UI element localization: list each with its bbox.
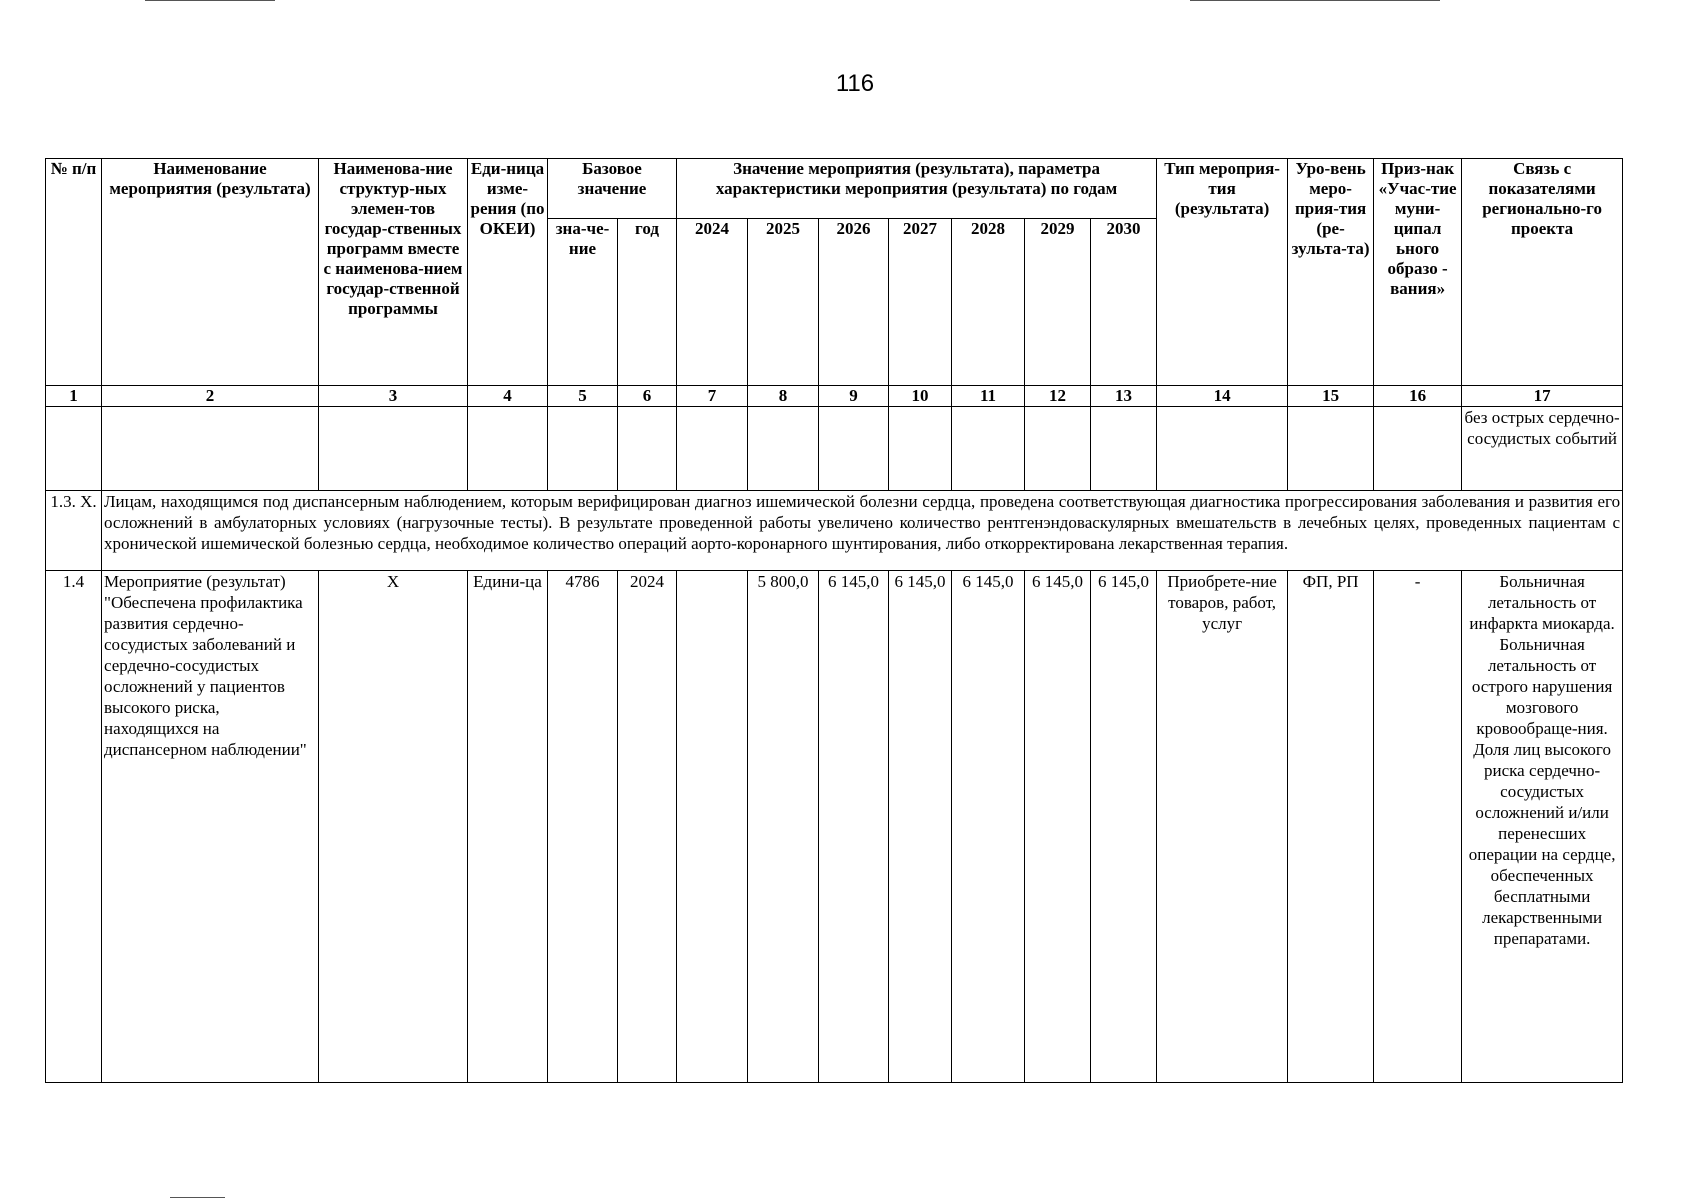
- header-municipal: Приз-нак «Учас-тие муни-ципал ьного образо - вания»: [1374, 159, 1462, 386]
- base-value-cell: 4786: [548, 571, 618, 1083]
- measure-name: Мероприятие (результат) "Обеспечена профилактика развития сердечно-сосудистых заболеваний и сердечно-сосудистых осложнений у пациентов высокого риска, находящихся на диспансерном наблюдении": [102, 571, 319, 1083]
- section-row: [46, 491, 1623, 571]
- header-name: Наименование мероприятия (результата): [102, 159, 319, 386]
- table-cell: [1091, 407, 1157, 491]
- column-number: 6: [618, 386, 677, 407]
- column-number: 10: [889, 386, 952, 407]
- header-year-2025: 2025: [748, 219, 819, 386]
- table-cell: [319, 407, 468, 491]
- section-text: Лицам, находящимся под диспансерным наблюдением, которым верифицирован диагноз ишемической болезни сердца, проведена соответствующая диагностика прогрессирования заболевания и развития его осложнений в амбулаторных условиях (нагрузочные тесты). В результате проведенной работы увеличено количество рентгенэндоваскулярных вмешательств в лечебных целях, проведенных пациентам с хронической ишемической болезнью сердца, необходимое количество операций аорто-коронарного шунтирования, либо откорректирована лекарственная терапия.: [102, 491, 1623, 571]
- table-cell: [1374, 407, 1462, 491]
- header-year-2028: 2028: [952, 219, 1025, 386]
- header-unit: Еди-ница изме-рения (по ОКЕИ): [468, 159, 548, 386]
- link-cell: Больничная летальность от инфаркта миокарда. Больничная летальность от острого нарушения мозгового кровообраще-ния. Доля лиц высокого риска сердечно-сосудистых осложнений и/или перенесших операции на сердце, обеспеченных бесплатными лекарственными препаратами.: [1462, 571, 1623, 1083]
- scan-artifact-line: [145, 0, 275, 1]
- scan-artifact-line: [170, 1197, 225, 1198]
- measures-table: [45, 158, 1623, 1083]
- column-number: 1: [46, 386, 102, 407]
- table-cell: [618, 407, 677, 491]
- value-2025-cell: 5 800,0: [748, 571, 819, 1083]
- header-row-top: [46, 159, 1623, 219]
- table-cell: [548, 407, 618, 491]
- table-cell: [1025, 407, 1091, 491]
- value-2027-cell: 6 145,0: [889, 571, 952, 1083]
- row-number: 1.4: [46, 571, 102, 1083]
- scan-artifact-line: [1190, 0, 1440, 1]
- table-cell: [1288, 407, 1374, 491]
- header-base-year: год: [618, 219, 677, 386]
- table-row-1-4: [46, 571, 1623, 1083]
- table-cell: [102, 407, 319, 491]
- table-cell: [952, 407, 1025, 491]
- column-number: 16: [1374, 386, 1462, 407]
- header-base-value: зна-че-ние: [548, 219, 618, 386]
- header-struct: Наименова-ние структур-ных элемен-тов государ-ственных программ вместе с наименова-нием государ-ственной программы: [319, 159, 468, 386]
- table-cell: [46, 407, 102, 491]
- page-number: 116: [835, 70, 875, 97]
- column-number: 5: [548, 386, 618, 407]
- header-year-2024: 2024: [677, 219, 748, 386]
- continued-link-cell: без острых сердечно-сосудистых событий: [1462, 407, 1623, 491]
- column-numbers-row: [46, 386, 1623, 407]
- header-type: Тип мероприя-тия (результата): [1157, 159, 1288, 386]
- table-cell: [468, 407, 548, 491]
- header-year-2027: 2027: [889, 219, 952, 386]
- unit-cell: Едини-ца: [468, 571, 548, 1083]
- column-number: 15: [1288, 386, 1374, 407]
- base-year-cell: 2024: [618, 571, 677, 1083]
- value-2030-cell: 6 145,0: [1091, 571, 1157, 1083]
- header-num: № п/п: [46, 159, 102, 386]
- column-number: 14: [1157, 386, 1288, 407]
- section-number: 1.3. Х.: [46, 491, 102, 571]
- continued-row: [46, 407, 1623, 491]
- column-number: 12: [1025, 386, 1091, 407]
- header-year-2030: 2030: [1091, 219, 1157, 386]
- column-number: 3: [319, 386, 468, 407]
- table-cell: [1157, 407, 1288, 491]
- header-year-2029: 2029: [1025, 219, 1091, 386]
- table-cell: [748, 407, 819, 491]
- column-number: 13: [1091, 386, 1157, 407]
- header-level: Уро-вень меро-прия-тия (ре-зульта-та): [1288, 159, 1374, 386]
- header-values-group: Значение мероприятия (результата), параметра характеристики мероприятия (результата) по годам: [677, 159, 1157, 219]
- column-number: 4: [468, 386, 548, 407]
- header-base-group: Базовое значение: [548, 159, 677, 219]
- column-number: 11: [952, 386, 1025, 407]
- column-number: 7: [677, 386, 748, 407]
- value-2029-cell: 6 145,0: [1025, 571, 1091, 1083]
- column-number: 17: [1462, 386, 1623, 407]
- value-2024-cell: [677, 571, 748, 1083]
- level-cell: ФП, РП: [1288, 571, 1374, 1083]
- table-cell: [819, 407, 889, 491]
- column-number: 9: [819, 386, 889, 407]
- value-2026-cell: 6 145,0: [819, 571, 889, 1083]
- struct-cell: Х: [319, 571, 468, 1083]
- value-2028-cell: 6 145,0: [952, 571, 1025, 1083]
- table-cell: [889, 407, 952, 491]
- column-number: 2: [102, 386, 319, 407]
- header-year-2026: 2026: [819, 219, 889, 386]
- header-link: Связь с показателями регионально-го проекта: [1462, 159, 1623, 386]
- table-cell: [677, 407, 748, 491]
- column-number: 8: [748, 386, 819, 407]
- municipal-cell: -: [1374, 571, 1462, 1083]
- type-cell: Приобрете-ние товаров, работ, услуг: [1157, 571, 1288, 1083]
